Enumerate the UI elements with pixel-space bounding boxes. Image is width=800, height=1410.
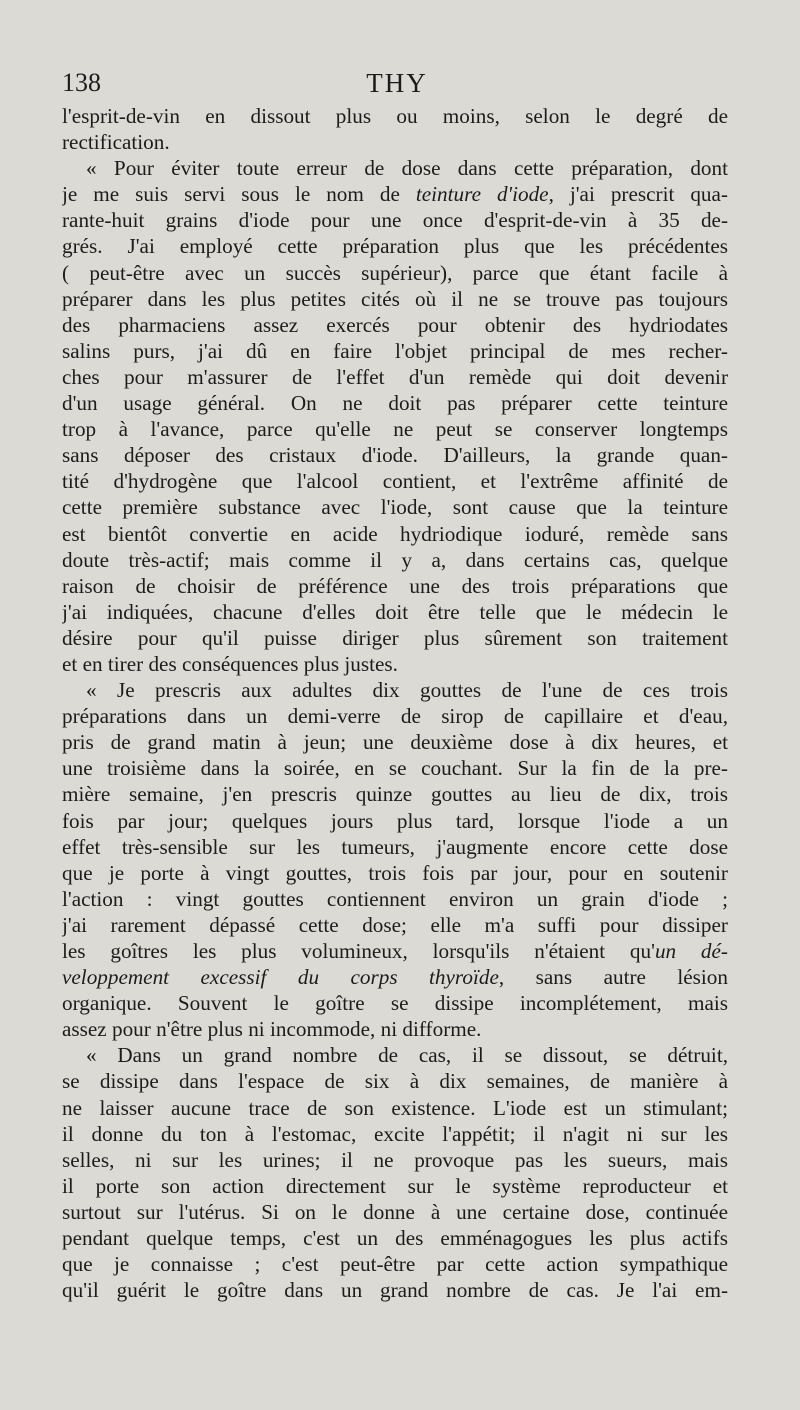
text-line <box>62 755 728 781</box>
text-line <box>62 781 728 807</box>
line-text: « Je prescris aux adultes dix gouttes de l'une de ces trois <box>86 678 728 703</box>
text-line <box>62 1068 728 1094</box>
line-text: surtout sur l'utérus. Si on le donne à une certaine dose, continuée <box>62 1199 728 1224</box>
text-line <box>62 390 728 416</box>
body-text <box>62 103 728 1303</box>
text-line <box>62 233 728 259</box>
line-text: raison de choisir de préférence une des trois préparations que <box>62 573 728 598</box>
text-line <box>62 1095 728 1121</box>
text-line <box>62 729 728 755</box>
italic-text: un dé- <box>654 939 728 963</box>
text-line <box>62 1042 728 1068</box>
line-text: une troisième dans la soirée, en se couchant. Sur la fin de la pre- <box>62 756 728 781</box>
text-line <box>62 521 728 547</box>
text-line <box>62 364 728 390</box>
line-text: effet très-sensible sur les tumeurs, j'augmente encore cette dose <box>62 834 728 859</box>
line-text-continued: , sans autre lésion <box>498 965 728 990</box>
text-line <box>62 338 728 364</box>
line-text: que je connaisse ; c'est peut-être par cette action sympathique <box>62 1252 728 1277</box>
running-title: THY <box>366 68 428 98</box>
line-text: selles, ni sur les urines; il ne provoque pas les sueurs, mais <box>62 1147 728 1172</box>
running-head <box>62 66 732 100</box>
text-line <box>62 860 728 886</box>
text-line <box>62 677 728 703</box>
line-text: cette première substance avec l'iode, sont cause que la teinture <box>62 495 728 520</box>
line-text-continued: , j'ai prescrit qua- <box>548 182 728 207</box>
line-text: rectification. <box>62 130 170 155</box>
text-line <box>62 990 728 1016</box>
text-line <box>62 260 728 286</box>
text-line <box>62 181 728 207</box>
line-text: j'ai indiquées, chacune d'elles doit être telle que le médecin le <box>62 599 728 624</box>
line-text: désire pour qu'il puisse diriger plus sûrement son traitement <box>62 625 728 650</box>
line-text: qu'il guérit le goître dans un grand nombre de cas. Je l'ai em- <box>62 1278 728 1303</box>
line-text: trop à l'avance, parce qu'elle ne peut se conserver longtemps <box>62 417 728 442</box>
line-text: ( peut-être avec un succès supérieur), parce que étant facile à <box>62 260 728 285</box>
italic-text: veloppement excessif du corps thyroïde <box>62 965 499 990</box>
line-text: je me suis servi sous le nom de <box>62 182 416 207</box>
text-line <box>62 1277 728 1303</box>
text-line <box>62 886 728 912</box>
line-text: des pharmaciens assez exercés pour obtenir des hydriodates <box>62 312 728 337</box>
line-text: mière semaine, j'en prescris quinze gouttes au lieu de dix, trois <box>62 782 728 807</box>
text-line <box>62 1173 728 1199</box>
line-text: « Dans un grand nombre de cas, il se dissout, se détruit, <box>86 1043 728 1068</box>
text-line <box>62 286 728 312</box>
text-line <box>62 573 728 599</box>
line-text: il donne du ton à l'estomac, excite l'appétit; il n'agit ni sur les <box>62 1121 728 1146</box>
line-text: et en tirer des conséquences plus justes. <box>62 651 398 676</box>
text-line <box>62 912 728 938</box>
text-line <box>62 129 728 155</box>
italic-text: teinture d'iode <box>415 182 549 207</box>
line-text: ches pour m'assurer de l'effet d'un remède qui doit devenir <box>62 364 728 389</box>
text-line <box>62 1251 728 1277</box>
text-line <box>62 599 728 625</box>
line-text: l'action : vingt gouttes contiennent environ un grain d'iode ; <box>62 886 728 911</box>
line-text: doute très-actif; mais comme il y a, dans certains cas, quelque <box>62 547 728 572</box>
text-line <box>62 547 728 573</box>
text-line <box>62 468 728 494</box>
text-line <box>62 808 728 834</box>
text-line <box>62 155 728 181</box>
text-line <box>62 207 728 233</box>
line-text: tité d'hydrogène que l'alcool contient, et l'extrême affinité de <box>62 469 728 494</box>
line-text: ne laisser aucune trace de son existence. L'iode est un stimulant; <box>62 1095 728 1120</box>
text-line <box>62 964 728 990</box>
line-text: l'esprit-de-vin en dissout plus ou moins, selon le degré de <box>62 104 728 128</box>
line-text: se dissipe dans l'espace de six à dix semaines, de manière à <box>62 1069 728 1094</box>
line-text: assez pour n'être plus ni incommode, ni difforme. <box>62 1017 482 1042</box>
line-text: pris de grand matin à jeun; une deuxième dose à dix heures, et <box>62 730 728 755</box>
text-line <box>62 1121 728 1147</box>
line-text: préparations dans un demi-verre de sirop de capillaire et d'eau, <box>62 704 728 729</box>
text-line <box>62 1225 728 1251</box>
text-line <box>62 834 728 860</box>
text-line <box>62 494 728 520</box>
line-text: il porte son action directement sur le système reproducteur et <box>62 1173 728 1198</box>
line-text: grés. J'ai employé cette préparation plus que les précédentes <box>62 234 728 259</box>
line-text: les goîtres les plus volumineux, lorsqu'ils n'étaient qu' <box>62 939 655 963</box>
text-line <box>62 625 728 651</box>
line-text: d'un usage général. On ne doit pas préparer cette teinture <box>62 391 728 416</box>
text-line <box>62 1147 728 1173</box>
line-text: fois par jour; quelques jours plus tard, lorsque l'iode a un <box>62 808 728 833</box>
line-text: que je porte à vingt gouttes, trois fois par jour, pour en soutenir <box>62 860 728 885</box>
text-line <box>62 416 728 442</box>
line-text: est bientôt convertie en acide hydriodique ioduré, remède sans <box>62 521 728 546</box>
page-number: 138 <box>62 68 101 97</box>
text-line <box>62 312 728 338</box>
text-line <box>62 442 728 468</box>
line-text: organique. Souvent le goître se dissipe incomplétement, mais <box>62 991 728 1016</box>
line-text: préparer dans les plus petites cités où il ne se trouve pas toujours <box>62 286 728 311</box>
text-line <box>62 938 728 964</box>
text-line <box>62 103 728 129</box>
line-text: rante-huit grains d'iode pour une once d'esprit-de-vin à 35 de- <box>62 208 728 233</box>
line-text: j'ai rarement dépassé cette dose; elle m'a suffi pour dissiper <box>62 912 728 937</box>
text-line <box>62 703 728 729</box>
text-line <box>62 651 728 677</box>
line-text: salins purs, j'ai dû en faire l'objet principal de mes recher- <box>62 338 728 363</box>
text-line <box>62 1199 728 1225</box>
text-line <box>62 1016 728 1042</box>
line-text: « Pour éviter toute erreur de dose dans cette préparation, dont <box>86 156 728 181</box>
line-text: sans déposer des cristaux d'iode. D'ailleurs, la grande quan- <box>62 443 728 468</box>
line-text: pendant quelque temps, c'est un des emménagogues les plus actifs <box>62 1226 728 1251</box>
